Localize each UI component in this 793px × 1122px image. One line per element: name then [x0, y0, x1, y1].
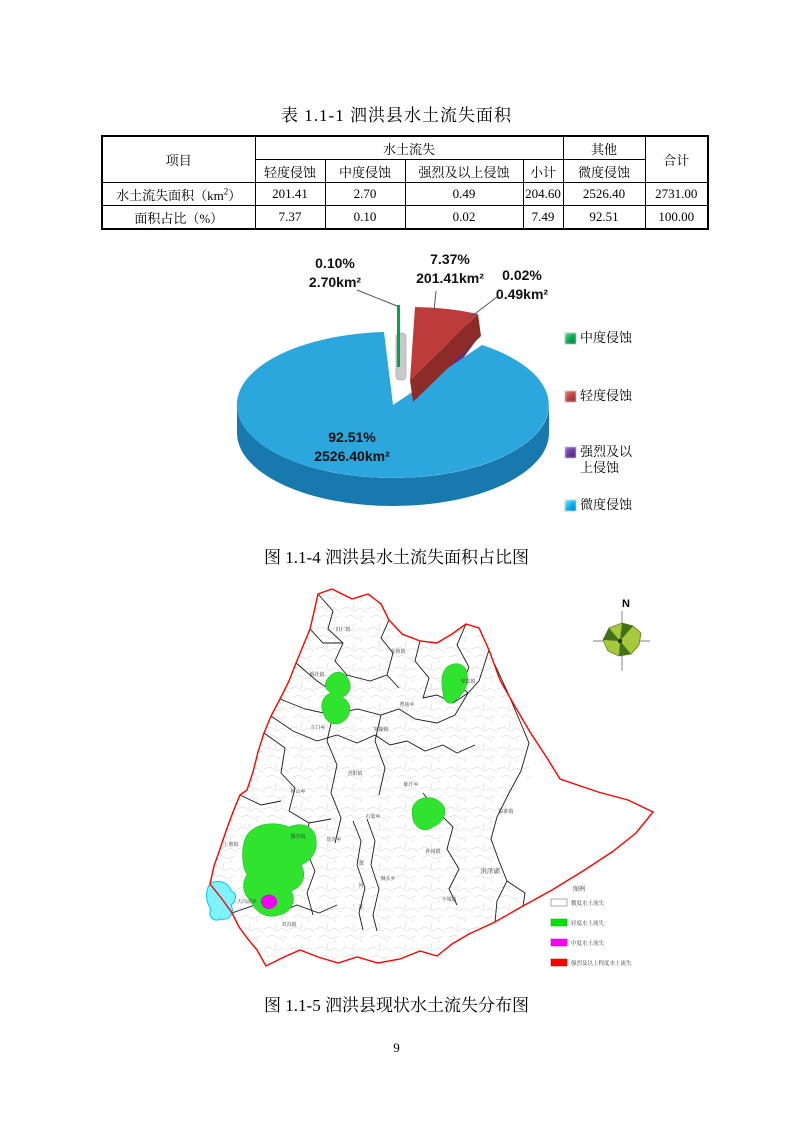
cell-value: 2731.00 — [645, 183, 708, 206]
town-label: 天岗湖乡 — [236, 899, 258, 905]
map-legend-swatch-light — [551, 919, 567, 926]
cell-value: 92.51 — [563, 206, 645, 230]
legend-label: 强烈及以上侵蚀 — [580, 444, 633, 475]
cell-value: 7.49 — [523, 206, 563, 230]
town-label: 朱湖镇 — [373, 727, 389, 733]
cell-value: 2526.40 — [563, 183, 645, 206]
map-legend-swatch-slight — [551, 899, 567, 906]
town-label: 车门乡 — [310, 725, 326, 731]
town-label: 双沟镇 — [281, 922, 297, 928]
pie-legend-item — [564, 444, 638, 476]
row-label: 面积占比（%） — [102, 206, 255, 230]
town-label: 临淮镇 — [498, 809, 514, 815]
col-header-slight: 微度侵蚀 — [563, 160, 645, 183]
svg-text:河: 河 — [358, 883, 364, 889]
pie-slice-moderate — [397, 305, 400, 367]
table-title: 表 1.1-1 泗洪县水土流失面积 — [281, 106, 512, 125]
town-label: 城头乡 — [380, 876, 396, 882]
town-label: 峰山乡 — [290, 789, 306, 795]
legend-swatch-green — [564, 332, 577, 345]
col-header-item: 项目 — [102, 136, 255, 183]
col-header-light: 轻度侵蚀 — [255, 160, 325, 183]
pie-legend-item — [564, 330, 638, 346]
legend-label: 微度侵蚀 — [580, 497, 633, 512]
erosion-map — [185, 583, 665, 983]
page-number: 9 — [393, 1040, 400, 1055]
town-label: 石集乡 — [365, 814, 381, 820]
town-label: 界集镇 — [460, 679, 476, 685]
legend-swatch-red — [564, 390, 577, 403]
town-label: 梅花镇 — [309, 672, 325, 678]
map-legend-title: 图例 — [573, 887, 586, 893]
col-group-loss: 水土流失 — [255, 136, 563, 160]
town-label: 陈圩乡 — [403, 782, 419, 788]
cell-value: 204.60 — [523, 183, 563, 206]
town-label: 半城镇 — [441, 897, 457, 903]
map-legend-swatch-severe — [551, 959, 567, 966]
legend-label: 中度侵蚀 — [580, 330, 633, 345]
map-legend-swatch-moderate — [551, 939, 567, 946]
cell-value: 2.70 — [325, 183, 405, 206]
town-label: 青阳镇 — [347, 771, 363, 777]
col-group-other: 其他 — [563, 136, 645, 160]
town-label: 曹庙乡 — [399, 702, 415, 708]
pie-label-moderate: 0.10% 2.70km² — [308, 255, 362, 290]
cell-value: 0.10 — [325, 206, 405, 230]
cell-value: 0.02 — [405, 206, 523, 230]
map-legend — [551, 885, 632, 967]
col-header-subtotal: 小计 — [523, 160, 563, 183]
map-legend-label: 微度水土流失 — [571, 901, 605, 907]
col-header-total: 合计 — [645, 136, 708, 183]
compass-rose-icon — [593, 598, 650, 671]
leader-line — [357, 290, 397, 306]
col-header-severe: 强烈及以上侵蚀 — [405, 160, 523, 183]
col-header-moderate: 中度侵蚀 — [325, 160, 405, 183]
svg-text:洼: 洼 — [358, 905, 364, 911]
cell-value: 100.00 — [645, 206, 708, 230]
map-caption: 图 1.1-5 泗洪县现状水土流失分布图 — [264, 996, 529, 1015]
town-label: 归仁镇 — [335, 627, 351, 633]
cell-value: 201.41 — [255, 183, 325, 206]
town-label: 孙园镇 — [425, 849, 441, 855]
erosion-patch-moderate — [261, 895, 277, 909]
table-row — [102, 206, 708, 230]
legend-label: 轻度侵蚀 — [580, 388, 633, 403]
town-label: 金锁镇 — [390, 649, 406, 655]
erosion-table — [101, 135, 709, 230]
pie-legend-item — [564, 388, 638, 404]
pie-label-slight: 92.51% 2526.40km² — [314, 429, 390, 464]
compass-n-label: N — [622, 598, 630, 610]
pie-label-light: 7.37% 201.41km² — [416, 251, 484, 286]
town-label: 上塘镇 — [223, 842, 239, 848]
town-label: 瑶沟乡 — [326, 837, 342, 843]
town-label: 魏营镇 — [290, 834, 306, 840]
lake-label: 洪泽湖 — [480, 868, 500, 875]
svg-text:溧: 溧 — [358, 861, 364, 867]
pie-label-severe: 0.02% 0.49km² — [495, 267, 549, 302]
map-legend-label: 轻度水土流失 — [571, 921, 605, 927]
cell-value: 7.37 — [255, 206, 325, 230]
table-row — [102, 183, 708, 206]
legend-swatch-purple — [564, 446, 577, 459]
legend-swatch-cyan — [564, 499, 577, 512]
cell-value: 0.49 — [405, 183, 523, 206]
pie-legend-item — [564, 497, 638, 513]
map-legend-label: 强烈及以上程度水土流失 — [571, 961, 632, 967]
row-label: 水土流失面积$(km^2)$ — [102, 183, 255, 206]
map-legend-label: 中度水土流失 — [571, 941, 605, 947]
pie-caption: 图 1.1-4 泗洪县水土流失面积占比图 — [264, 548, 529, 567]
